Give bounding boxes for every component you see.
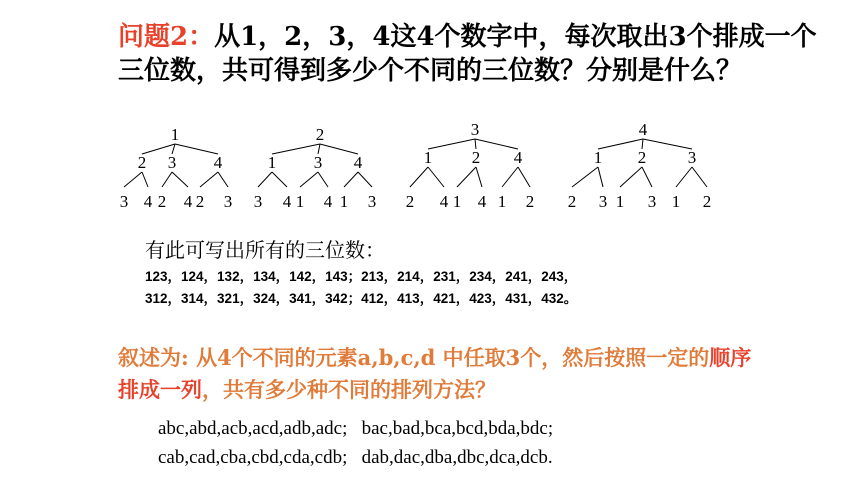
tree-branch [598,139,643,149]
tree-branch [410,167,428,187]
tree-branch [475,139,518,149]
tree-node-label: 3 [687,148,697,167]
description-prefix: 叙述为: 从4个不同的元素a,b,c,d 中任取3个，然后按照一定的 [118,345,710,370]
tree-branch [518,167,530,187]
tree-branch [162,172,172,187]
tree-branch [692,167,707,187]
tree-branch [142,172,148,187]
tree-node-label: 4 [353,153,363,172]
tree-node-label: 2 [637,148,647,167]
tree-branch [620,167,642,187]
tree-node-label: 3 [313,153,323,172]
tree-branch [598,167,603,187]
tree-leaf-label: 4 [477,192,487,211]
tree-leaf-label: 4 [143,192,153,211]
tree-leaf-label: 1 [452,192,462,211]
tree-leaf-label: 1 [295,192,305,211]
tree-node-label: 1 [593,148,603,167]
tree-branch [175,144,218,154]
tree-node-label: 2 [471,148,481,167]
tree-root-label: 2 [315,125,325,144]
tree-branch [124,172,142,187]
tree-leaf-label: 4 [323,192,333,211]
tree-node-label: 4 [213,153,223,172]
tree-leaf-label: 3 [223,192,233,211]
tree-leaf-label: 2 [567,192,577,211]
tree-branch [320,144,358,154]
tree-leaf-label: 3 [119,192,129,211]
description [118,342,758,406]
tree-leaf-label: 1 [497,192,507,211]
tree-branch [676,167,692,187]
tree-leaf-label: 3 [598,192,608,211]
tree-leaf-label: 2 [157,192,167,211]
question-label: 问题2： [118,22,215,52]
tree-branch [172,172,188,187]
tree-node-label: 4 [513,148,523,167]
tree-leaf-label: 4 [282,192,292,211]
tree-node-label: 2 [137,153,147,172]
tree-branch [476,167,482,187]
tree-leaf-label: 4 [439,192,449,211]
tree-branch [428,167,444,187]
tree-branch [642,167,652,187]
tree-branch [200,172,218,187]
tree-leaf-label: 2 [195,192,205,211]
permutations-line-2: cab,cad,cba,cbd,cda,cdb; dab,dac,dba,dbc,dca,dcb. [158,447,553,468]
tree-branch [457,167,476,187]
tree-leaf-label: 4 [183,192,193,211]
tree-node-label: 1 [267,153,277,172]
numbers-line-2: 312，314，321，324，341，342；412，413，421，423，431，432。 [145,291,578,306]
tree-diagrams [0,0,860,230]
tree-branch [258,172,272,187]
tree-leaf-label: 1 [339,192,349,211]
permutations-line-1: abc,abd,acb,acd,adb,adc; bac,bad,bca,bcd,bda,bdc; [158,418,554,439]
tree-node-label: 3 [167,153,177,172]
tree-branch [272,172,287,187]
numbers-line-1: 123，124，132，134，142，143；213，214，231，234，241，243， [145,269,578,284]
description-highlight: 顺序排成一列 [118,345,752,402]
tree-branch [643,139,692,149]
tree-branch [218,172,228,187]
tree-leaf-label: 2 [525,192,535,211]
question-body: 从1，2，3，4这4个数字中，每次取出3个排成一个三位数，共可得到多少个不同的三位数？分别是什么？ [118,22,817,86]
tree-leaf-label: 1 [615,192,625,211]
tree-root-label: 3 [470,120,480,139]
tree-branch [502,167,518,187]
tree-branch [358,172,372,187]
tree-node-label: 1 [423,148,433,167]
tree-root-label: 4 [638,120,648,139]
tree-branch [428,139,475,149]
tree-branch [572,167,598,187]
tree-leaf-label: 2 [702,192,712,211]
tree-leaf-label: 2 [405,192,415,211]
tree-branch [318,172,328,187]
tree-leaf-label: 1 [671,192,681,211]
description-suffix: ，共有多少种不同的排列方法？ [202,377,496,402]
tree-leaf-label: 3 [367,192,377,211]
tree-leaf-label: 3 [647,192,657,211]
tree-root-label: 1 [170,125,180,144]
listing-header: 有此可写出所有的三位数： [145,238,385,262]
tree-branch [300,172,318,187]
tree-branch [344,172,358,187]
tree-leaf-label: 3 [253,192,263,211]
